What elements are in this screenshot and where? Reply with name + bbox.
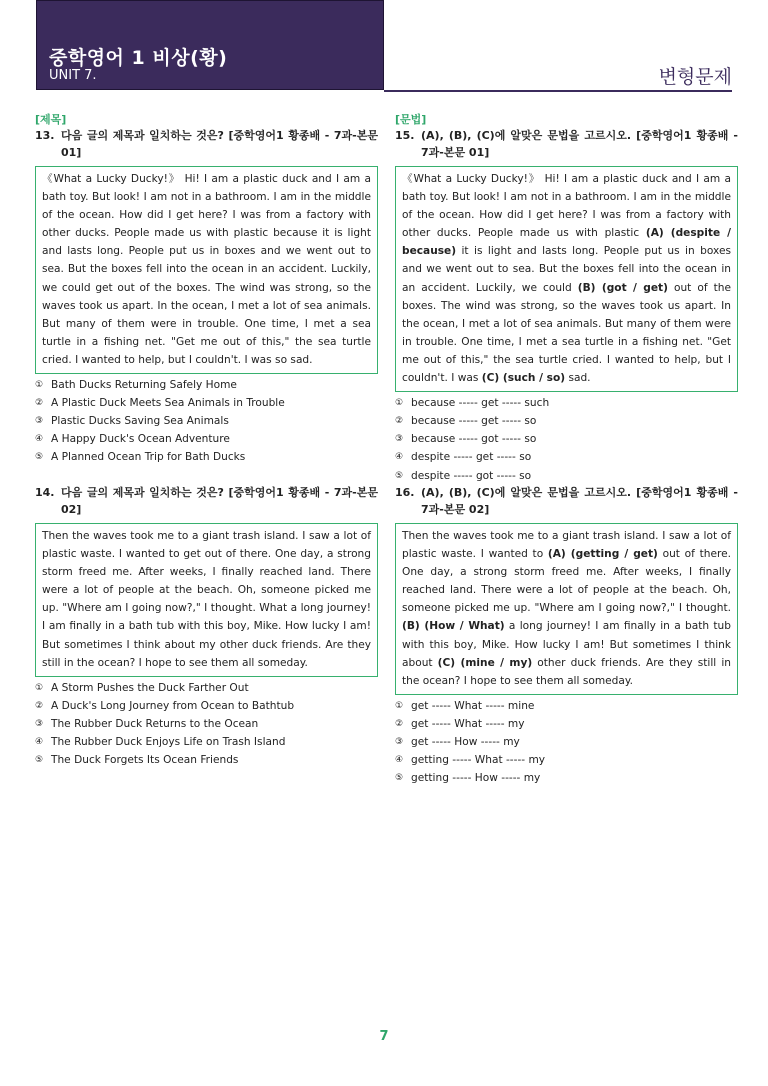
answer-choice[interactable]: ④ despite ----- get ----- so xyxy=(395,451,532,464)
question-number: 14. xyxy=(35,486,55,499)
question-header xyxy=(395,484,738,518)
answer-choice[interactable]: ② A Duck's Long Journey from Ocean to Bathtub xyxy=(35,699,295,712)
header-divider xyxy=(384,90,732,92)
blank-a: (A) (despite / because) xyxy=(402,227,731,258)
answer-choice[interactable]: ③ get ----- How ----- my xyxy=(395,736,520,749)
answer-choice[interactable]: ② A Plastic Duck Meets Sea Animals in Trouble xyxy=(35,397,285,410)
answer-choices xyxy=(395,394,738,484)
question-number: 13. xyxy=(35,129,55,142)
answer-choice[interactable]: ① get ----- What ----- mine xyxy=(395,699,535,712)
answer-choice[interactable]: ⑤ The Duck Forgets Its Ocean Friends xyxy=(35,754,239,767)
answer-choices xyxy=(35,679,378,769)
question-header xyxy=(35,127,378,161)
header-banner xyxy=(36,0,384,90)
blank-b: (B) (got / get) xyxy=(577,281,668,294)
question-number: 15. xyxy=(395,129,415,142)
answer-choice[interactable]: ④ getting ----- What ----- my xyxy=(395,754,546,767)
blank-b: (B) (How / What) xyxy=(402,620,505,633)
passage-box: Then the waves took me to a giant trash island. I saw a lot of plastic waste. I wanted to get out of there. One day, a strong storm freed me. After weeks, I finally reached land. There were a lot of people at the beach. Oh, someone picked me up. "Where am I going now?," I thought. What a long journey! I am finally in a bath tub with this boy, Mike. How lucky I am! But sometimes I think about my other duck friends. Are they still in the ocean? I hope to see them all someday. xyxy=(35,523,378,677)
answer-choice[interactable]: ⑤ getting ----- How ----- my xyxy=(395,772,541,785)
answer-choice[interactable]: ③ Plastic Ducks Saving Sea Animals xyxy=(35,415,229,428)
answer-choice[interactable]: ⑤ A Planned Ocean Trip for Bath Ducks xyxy=(35,451,246,464)
section-tag-grammar: [문법] xyxy=(395,113,427,126)
answer-choice[interactable]: ④ The Rubber Duck Enjoys Life on Trash Island xyxy=(35,736,286,749)
page-number: 7 xyxy=(379,1029,389,1044)
blank-a: (A) (getting / get) xyxy=(547,548,658,561)
answer-choice[interactable]: ① because ----- get ----- such xyxy=(395,397,550,410)
answer-choices xyxy=(395,697,738,787)
section-tag-title: [제목] xyxy=(35,113,67,126)
answer-choice[interactable]: ① Bath Ducks Returning Safely Home xyxy=(35,379,237,392)
question-header xyxy=(395,127,738,161)
passage-box: Then the waves took me to a giant trash island. I saw a lot of plastic waste. I wanted to (A) (getting / get) out of there. One day, a strong storm freed me. After weeks, I finally reached land. There were a lot of people at the beach. Oh, someone picked me up. "Where am I going now?," I thought. (B) (How / What) a long journey! I am finally in a bath tub with this boy, Mike. How lucky I am! But sometimes I think about (C) (mine / my) other duck friends. Are they still in the ocean? I hope to see them all someday. xyxy=(395,523,738,695)
unit-label: UNIT 7. xyxy=(49,68,97,83)
question-prompt: 다음 글의 제목과 일치하는 것은? [중학영어1 황종배 - 7과-본문 01] xyxy=(61,129,378,159)
question-15 xyxy=(395,111,738,485)
answer-choices xyxy=(35,376,378,466)
answer-choice[interactable]: ③ because ----- got ----- so xyxy=(395,433,537,446)
question-prompt: 다음 글의 제목과 일치하는 것은? [중학영어1 황종배 - 7과-본문 02] xyxy=(61,486,378,516)
question-number: 16. xyxy=(395,486,415,499)
question-13 xyxy=(35,111,378,467)
answer-choice[interactable]: ② get ----- What ----- my xyxy=(395,717,525,730)
question-14 xyxy=(35,484,378,769)
blank-c: (C) (mine / my) xyxy=(437,656,533,669)
passage-box: 《What a Lucky Ducky!》 Hi! I am a plastic duck and I am a bath toy. But look! I am not in a bathroom. I am in the middle of the ocean. How did I get here? I was from a factory with other ducks. People made us with plastic because it is light and lasts long. People put us in boxes and we went out to sea. But the boxes fell into the ocean in an accident. Luckily, we could get out of the boxes. The wind was strong, so the waves took us apart. In the ocean, I met a lot of sea animals. But many of them were in trouble. One time, I met a sea turtle in a fishing net. "Get me out of this," the sea turtle cried. I wanted to help, but I couldn't. I was so sad. xyxy=(35,166,378,374)
blank-c: (C) (such / so) xyxy=(481,372,566,385)
answer-choice[interactable]: ④ A Happy Duck's Ocean Adventure xyxy=(35,433,230,446)
worksheet-type-label: 변형문제 xyxy=(658,66,732,88)
passage-box: 《What a Lucky Ducky!》 Hi! I am a plastic duck and I am a bath toy. But look! I am not in a bathroom. I am in the middle of the ocean. How did I get here? I was from a factory with other ducks. People made us with plastic (A) (despite / because) it is light and lasts long. People put us in boxes and we went out to sea. But the boxes fell into the ocean in an accident. Luckily, we could (B) (got / get) out of the boxes. The wind was strong, so the waves took us apart. In the ocean, I met a lot of sea animals. But many of them were in trouble. One time, I met a sea turtle in a fishing net. "Get me out of this," the sea turtle cried. I wanted to help, but I couldn't. I was (C) (such / so) sad. xyxy=(395,166,738,392)
answer-choice[interactable]: ① A Storm Pushes the Duck Farther Out xyxy=(35,681,249,694)
question-header xyxy=(35,484,378,518)
question-16 xyxy=(395,484,738,787)
question-prompt: (A), (B), (C)에 알맞은 문법을 고르시오. [중학영어1 황종배 - 7과-본문 01] xyxy=(421,129,738,159)
answer-choice[interactable]: ③ The Rubber Duck Returns to the Ocean xyxy=(35,717,259,730)
answer-choice[interactable]: ⑤ despite ----- got ----- so xyxy=(395,469,532,482)
question-prompt: (A), (B), (C)에 알맞은 문법을 고르시오. [중학영어1 황종배 - 7과-본문 02] xyxy=(421,486,738,516)
book-title: 중학영어 1 비상(황) xyxy=(49,47,228,69)
answer-choice[interactable]: ② because ----- get ----- so xyxy=(395,415,537,428)
